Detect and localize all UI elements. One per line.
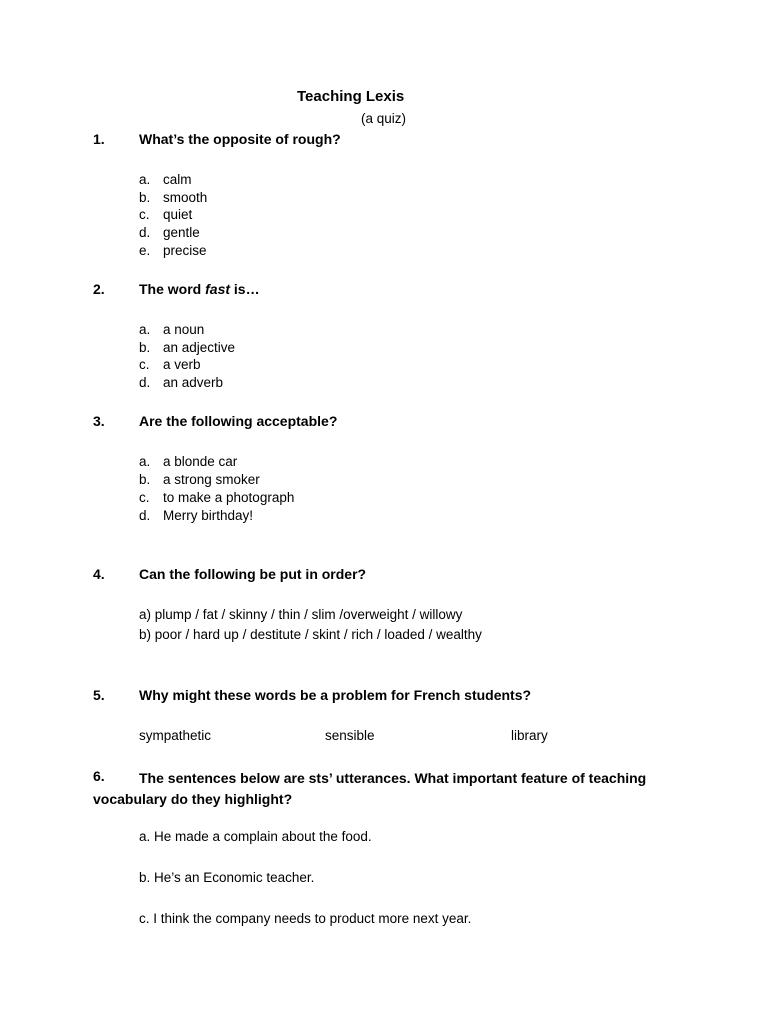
question-2-text-italic: fast <box>205 281 231 297</box>
q3-option-b-text: a strong smoker <box>163 472 260 487</box>
q3-option-d-letter: d. <box>139 508 151 523</box>
q1-option-a-letter: a. <box>139 172 151 187</box>
question-5-number: 5. <box>93 687 105 703</box>
q2-option-c-text: a verb <box>163 357 201 372</box>
q3-option-a-letter: a. <box>139 454 151 469</box>
q1-option-b-text: smooth <box>163 190 208 205</box>
q1-option-c-letter: c. <box>139 207 150 222</box>
q3-option-c-text: to make a photograph <box>163 490 295 505</box>
question-6-text: The sentences below are sts’ utterances. What important feature of teaching vocabulary do they highlight? <box>93 770 647 807</box>
page-subtitle: (a quiz) <box>361 111 407 126</box>
q1-option-c-text: quiet <box>163 207 193 222</box>
question-3-text: Are the following acceptable? <box>139 413 338 429</box>
q3-option-a-text: a blonde car <box>163 454 238 469</box>
q2-option-d-text: an adverb <box>163 375 224 390</box>
q5-word-2: sensible <box>325 728 375 743</box>
q2-option-b-letter: b. <box>139 340 151 355</box>
question-6-number: 6. <box>93 768 105 784</box>
q1-option-d-letter: d. <box>139 225 151 240</box>
q2-option-a-text: a noun <box>163 322 205 337</box>
question-5-text: Why might these words be a problem for French students? <box>139 687 532 703</box>
question-1-text: What’s the opposite of rough? <box>139 131 341 147</box>
question-2-text <box>139 281 260 297</box>
page-title: Teaching Lexis <box>297 88 405 105</box>
q3-option-b-letter: b. <box>139 472 151 487</box>
question-4-number: 4. <box>93 566 105 582</box>
question-1-number: 1. <box>93 131 105 147</box>
q6-sentence-c: c. I think the company needs to product more next year. <box>139 911 472 926</box>
q3-option-c-letter: c. <box>139 490 150 505</box>
q5-word-1: sympathetic <box>139 728 212 743</box>
q1-option-e-letter: e. <box>139 243 151 258</box>
q5-word-3: library <box>511 728 548 743</box>
q1-option-a-text: calm <box>163 172 192 187</box>
q4-line-b: b) poor / hard up / destitute / skint / rich / loaded / wealthy <box>139 627 482 642</box>
q6-sentence-a: a. He made a complain about the food. <box>139 829 372 844</box>
q1-option-d-text: gentle <box>163 225 200 240</box>
q2-option-c-letter: c. <box>139 357 150 372</box>
question-2-text-after: is… <box>230 281 260 297</box>
question-2-number: 2. <box>93 281 105 297</box>
q1-option-e-text: precise <box>163 243 207 258</box>
q6-sentence-b: b. He’s an Economic teacher. <box>139 870 315 885</box>
question-3-number: 3. <box>93 413 105 429</box>
question-4-text: Can the following be put in order? <box>139 566 367 582</box>
q3-option-d-text: Merry birthday! <box>163 508 254 523</box>
q2-option-b-text: an adjective <box>163 340 236 355</box>
q1-option-b-letter: b. <box>139 190 151 205</box>
question-2-text-before: The word <box>139 281 206 297</box>
q4-line-a: a) plump / fat / skinny / thin / slim /overweight / willowy <box>139 607 463 622</box>
q2-option-d-letter: d. <box>139 375 151 390</box>
q2-option-a-letter: a. <box>139 322 151 337</box>
